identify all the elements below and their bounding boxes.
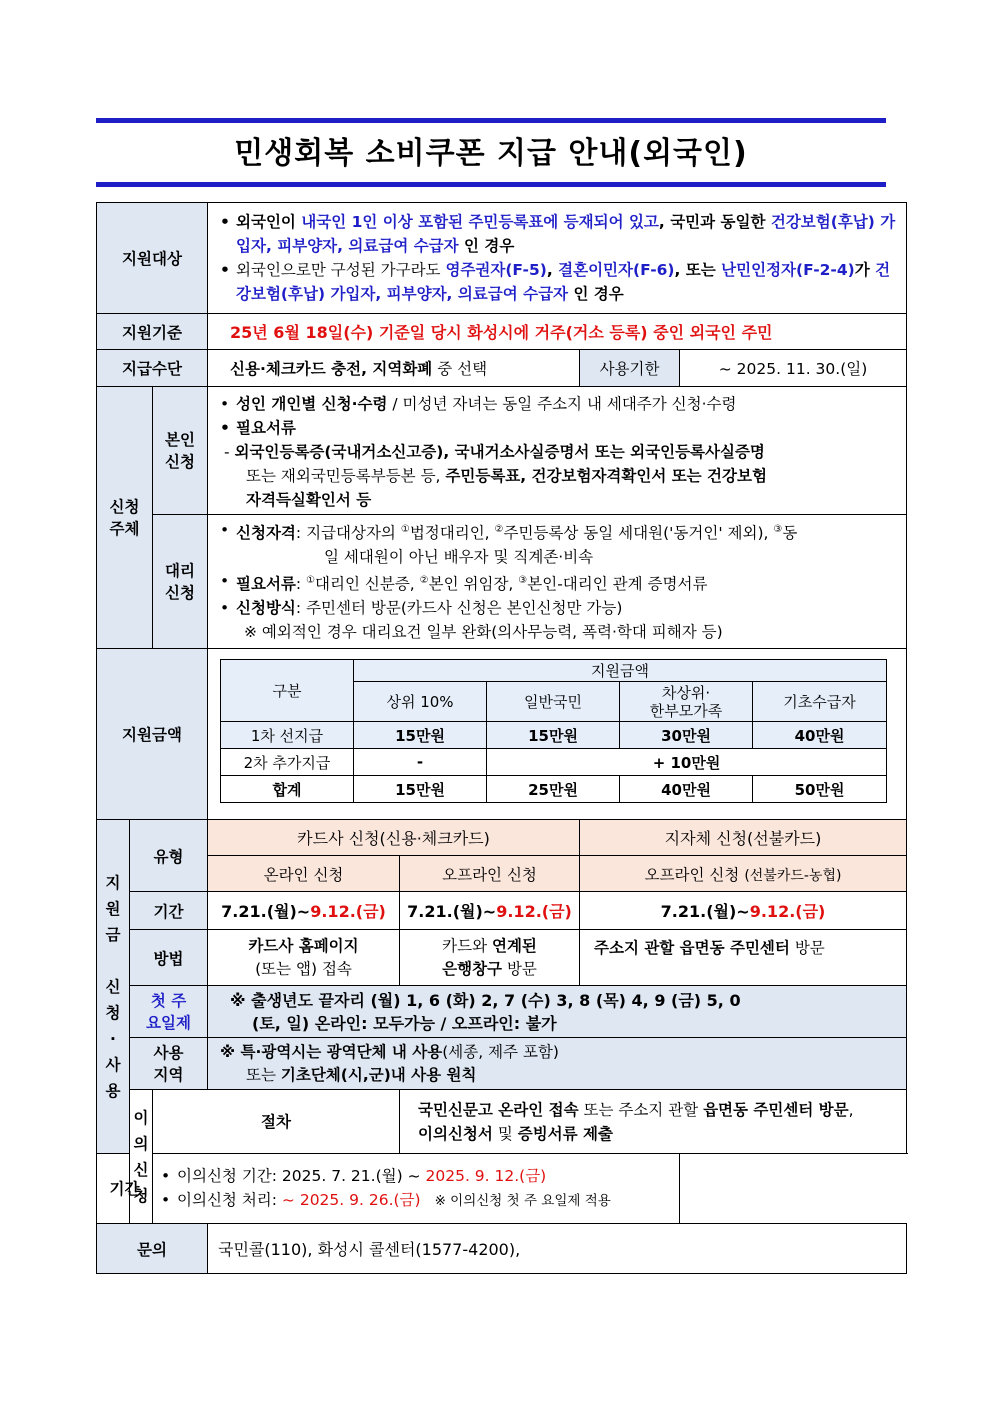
title-top-rule xyxy=(96,118,886,123)
apply-period-label: 기간 xyxy=(130,892,208,930)
amount-table xyxy=(220,659,887,803)
objection-side-label: 이 의 신 청 xyxy=(130,1090,153,1224)
apply-type-row-2 xyxy=(97,856,907,892)
amount-row-total: 합계 xyxy=(221,776,354,803)
criteria-row xyxy=(97,314,907,350)
amount-cell: 30만원 xyxy=(620,722,753,749)
objection-period-label: 기간 xyxy=(97,1154,153,1224)
contact-text: 국민콜(110), 화성시 콜센터(1577-4200), xyxy=(208,1224,907,1274)
proxy-method: • 신청방식: 주민센터 방문(카드사 신청은 본인신청만 가능) xyxy=(218,596,900,620)
proxy-docs: • 필요서류: ①대리인 신분증, ②본인 위임장, ③본인-대리인 관계 증명서류 xyxy=(218,569,900,596)
amount-row xyxy=(97,649,907,820)
contact-row xyxy=(97,1224,907,1274)
amount-header-div: 구분 xyxy=(221,660,354,722)
amount-cell: 25만원 xyxy=(487,776,620,803)
method-online: 카드사 홈페이지 (또는 앱) 접속 xyxy=(208,930,400,986)
apply-period-row xyxy=(97,892,907,930)
amount-cell: 15만원 xyxy=(354,776,487,803)
area-content: ※ 특·광역시는 광역단체 내 사용(세종, 제주 포함) 또는 기초단체(시,군)내 사용 원칙 xyxy=(208,1038,907,1090)
amount-row-second: 2차 추가지급 xyxy=(221,749,354,776)
page-title: 민생회복 소비쿠폰 지급 안내(외국인) xyxy=(234,136,748,171)
target-content xyxy=(208,203,907,314)
self-apply-content xyxy=(208,387,907,515)
proxy-qualification: • 신청자격: 지급대상자의 ①법정대리인, ②주민등록상 동일 세대원('동거인' 제외), ③동 일 세대원이 아닌 배우자 및 직계존·비속 xyxy=(218,518,900,569)
proxy-apply-label: 대리 신청 xyxy=(153,515,208,649)
offline-apply: 오프라인 신청 xyxy=(400,856,580,892)
means-text: 신용·체크카드 충전, 지역화폐 중 선택 xyxy=(208,350,580,387)
card-apply-header: 카드사 신청(신용·체크카드) xyxy=(208,820,580,856)
amount-cell: 15만원 xyxy=(354,722,487,749)
method-local: 주소지 관할 읍면동 주민센터 방문 xyxy=(580,930,907,986)
weekday-label: 첫 주 요일제 xyxy=(130,986,208,1038)
amount-header-amt: 지원금액 xyxy=(354,660,887,682)
area-row xyxy=(97,1038,907,1090)
amount-content xyxy=(208,649,907,820)
applicant-label: 신청 주체 xyxy=(97,387,153,649)
means-label: 지급수단 xyxy=(97,350,208,387)
amount-row-first: 1차 선지급 xyxy=(221,722,354,749)
weekday-row xyxy=(97,986,907,1038)
amount-col-basic: 기초수급자 xyxy=(753,682,887,722)
info-table xyxy=(96,202,907,1274)
amount-cell: - xyxy=(354,749,487,776)
amount-cell: 50만원 xyxy=(753,776,887,803)
objection-period-content xyxy=(153,1154,680,1224)
apply-method-row xyxy=(97,930,907,986)
objection-proc-content: 국민신문고 온라인 접속 또는 주소지 관할 읍면동 주민센터 방문, 이의신청서 및 증빙서류 제출 xyxy=(400,1090,907,1154)
apply-side-label: 지 원 금 신 청 · 사 용 xyxy=(97,820,130,1154)
local-period: 7.21.(월)~9.12.(금) xyxy=(580,892,907,930)
expiry-text: ~ 2025. 11. 30.(일) xyxy=(680,350,907,387)
apply-type-label: 유형 xyxy=(130,820,208,892)
amount-col-nearpoor: 차상위· 한부모가족 xyxy=(620,682,753,722)
proxy-apply-row xyxy=(97,515,907,649)
self-apply-row xyxy=(97,387,907,515)
weekday-content: ※ 출생년도 끝자리 (월) 1, 6 (화) 2, 7 (수) 3, 8 (목) 4, 9 (금) 5, 0 (토, 일) 온라인: 모두가능 / 오프라인: 불가 xyxy=(208,986,907,1038)
objection-period-item: • 이의신청 기간: 2025. 7. 21.(월) ~ 2025. 9. 12.(금) xyxy=(159,1164,673,1188)
objection-proc-row xyxy=(97,1090,907,1154)
title-bottom-rule xyxy=(96,182,886,187)
amount-col-top10: 상위 10% xyxy=(354,682,487,722)
amount-cell: + 10만원 xyxy=(487,749,887,776)
self-docs: - 외국인등록증(국내거소신고증), 국내거소사실증명서 또는 외국인등록사실증명 또는 재외국민등록부등본 등, 주민등록표, 건강보험자격확인서 또는 건강보험 자격득실확인서 등 xyxy=(224,443,767,509)
apply-type-row-1 xyxy=(97,820,907,856)
contact-label: 문의 xyxy=(97,1224,208,1274)
target-item-1: • 외국인이 내국인 1인 이상 포함된 주민등록표에 등재되어 있고, 국민과 동일한 건강보험(후납) 가입자, 피부양자, 의료급여 수급자 인 경우 xyxy=(218,210,900,258)
objection-proc-label: 절차 xyxy=(153,1090,400,1154)
target-row xyxy=(97,203,907,314)
online-apply: 온라인 신청 xyxy=(208,856,400,892)
self-item-1: • 성인 개인별 신청·수령 / 미성년 자녀는 동일 주소지 내 세대주가 신청·수령 xyxy=(218,392,900,416)
target-item-2: • 외국인으로만 구성된 가구라도 영주권자(F-5), 결혼이민자(F-6), 또는 난민인정자(F-2-4)가 건강보험(후납) 가입자, 피부양자, 의료급여 수급자 인 경우 xyxy=(218,258,900,306)
expiry-label: 사용기한 xyxy=(580,350,680,387)
objection-period-row xyxy=(97,1154,907,1224)
self-apply-label: 본인 신청 xyxy=(153,387,208,515)
offline-local-apply: 오프라인 신청 (선불카드-농협) xyxy=(580,856,907,892)
self-item-2: • 필요서류 xyxy=(218,416,900,440)
amount-col-general: 일반국민 xyxy=(487,682,620,722)
local-apply-header: 지자체 신청(선불카드) xyxy=(580,820,907,856)
amount-label: 지원금액 xyxy=(97,649,208,820)
area-label: 사용 지역 xyxy=(130,1038,208,1090)
amount-cell: 15만원 xyxy=(487,722,620,749)
criteria-label: 지원기준 xyxy=(97,314,208,350)
proxy-note: ※ 예외적인 경우 대리요건 일부 완화(의사무능력, 폭력·학대 피해자 등) xyxy=(244,623,723,642)
objection-process-item: • 이의신청 처리: ~ 2025. 9. 26.(금) ※ 이의신청 첫 주 요일제 적용 xyxy=(159,1188,673,1213)
criteria-text: 25년 6월 18일(수) 기준일 당시 화성시에 거주(거소 등록) 중인 외국인 주민 xyxy=(208,314,907,350)
target-label: 지원대상 xyxy=(97,203,208,314)
amount-cell: 40만원 xyxy=(620,776,753,803)
amount-cell: 40만원 xyxy=(753,722,887,749)
apply-method-label: 방법 xyxy=(130,930,208,986)
method-offline: 카드와 연계된 은행창구 방문 xyxy=(400,930,580,986)
means-row xyxy=(97,350,907,387)
proxy-apply-content xyxy=(208,515,907,649)
online-period: 7.21.(월)~9.12.(금) xyxy=(208,892,400,930)
offline-period: 7.21.(월)~9.12.(금) xyxy=(400,892,580,930)
